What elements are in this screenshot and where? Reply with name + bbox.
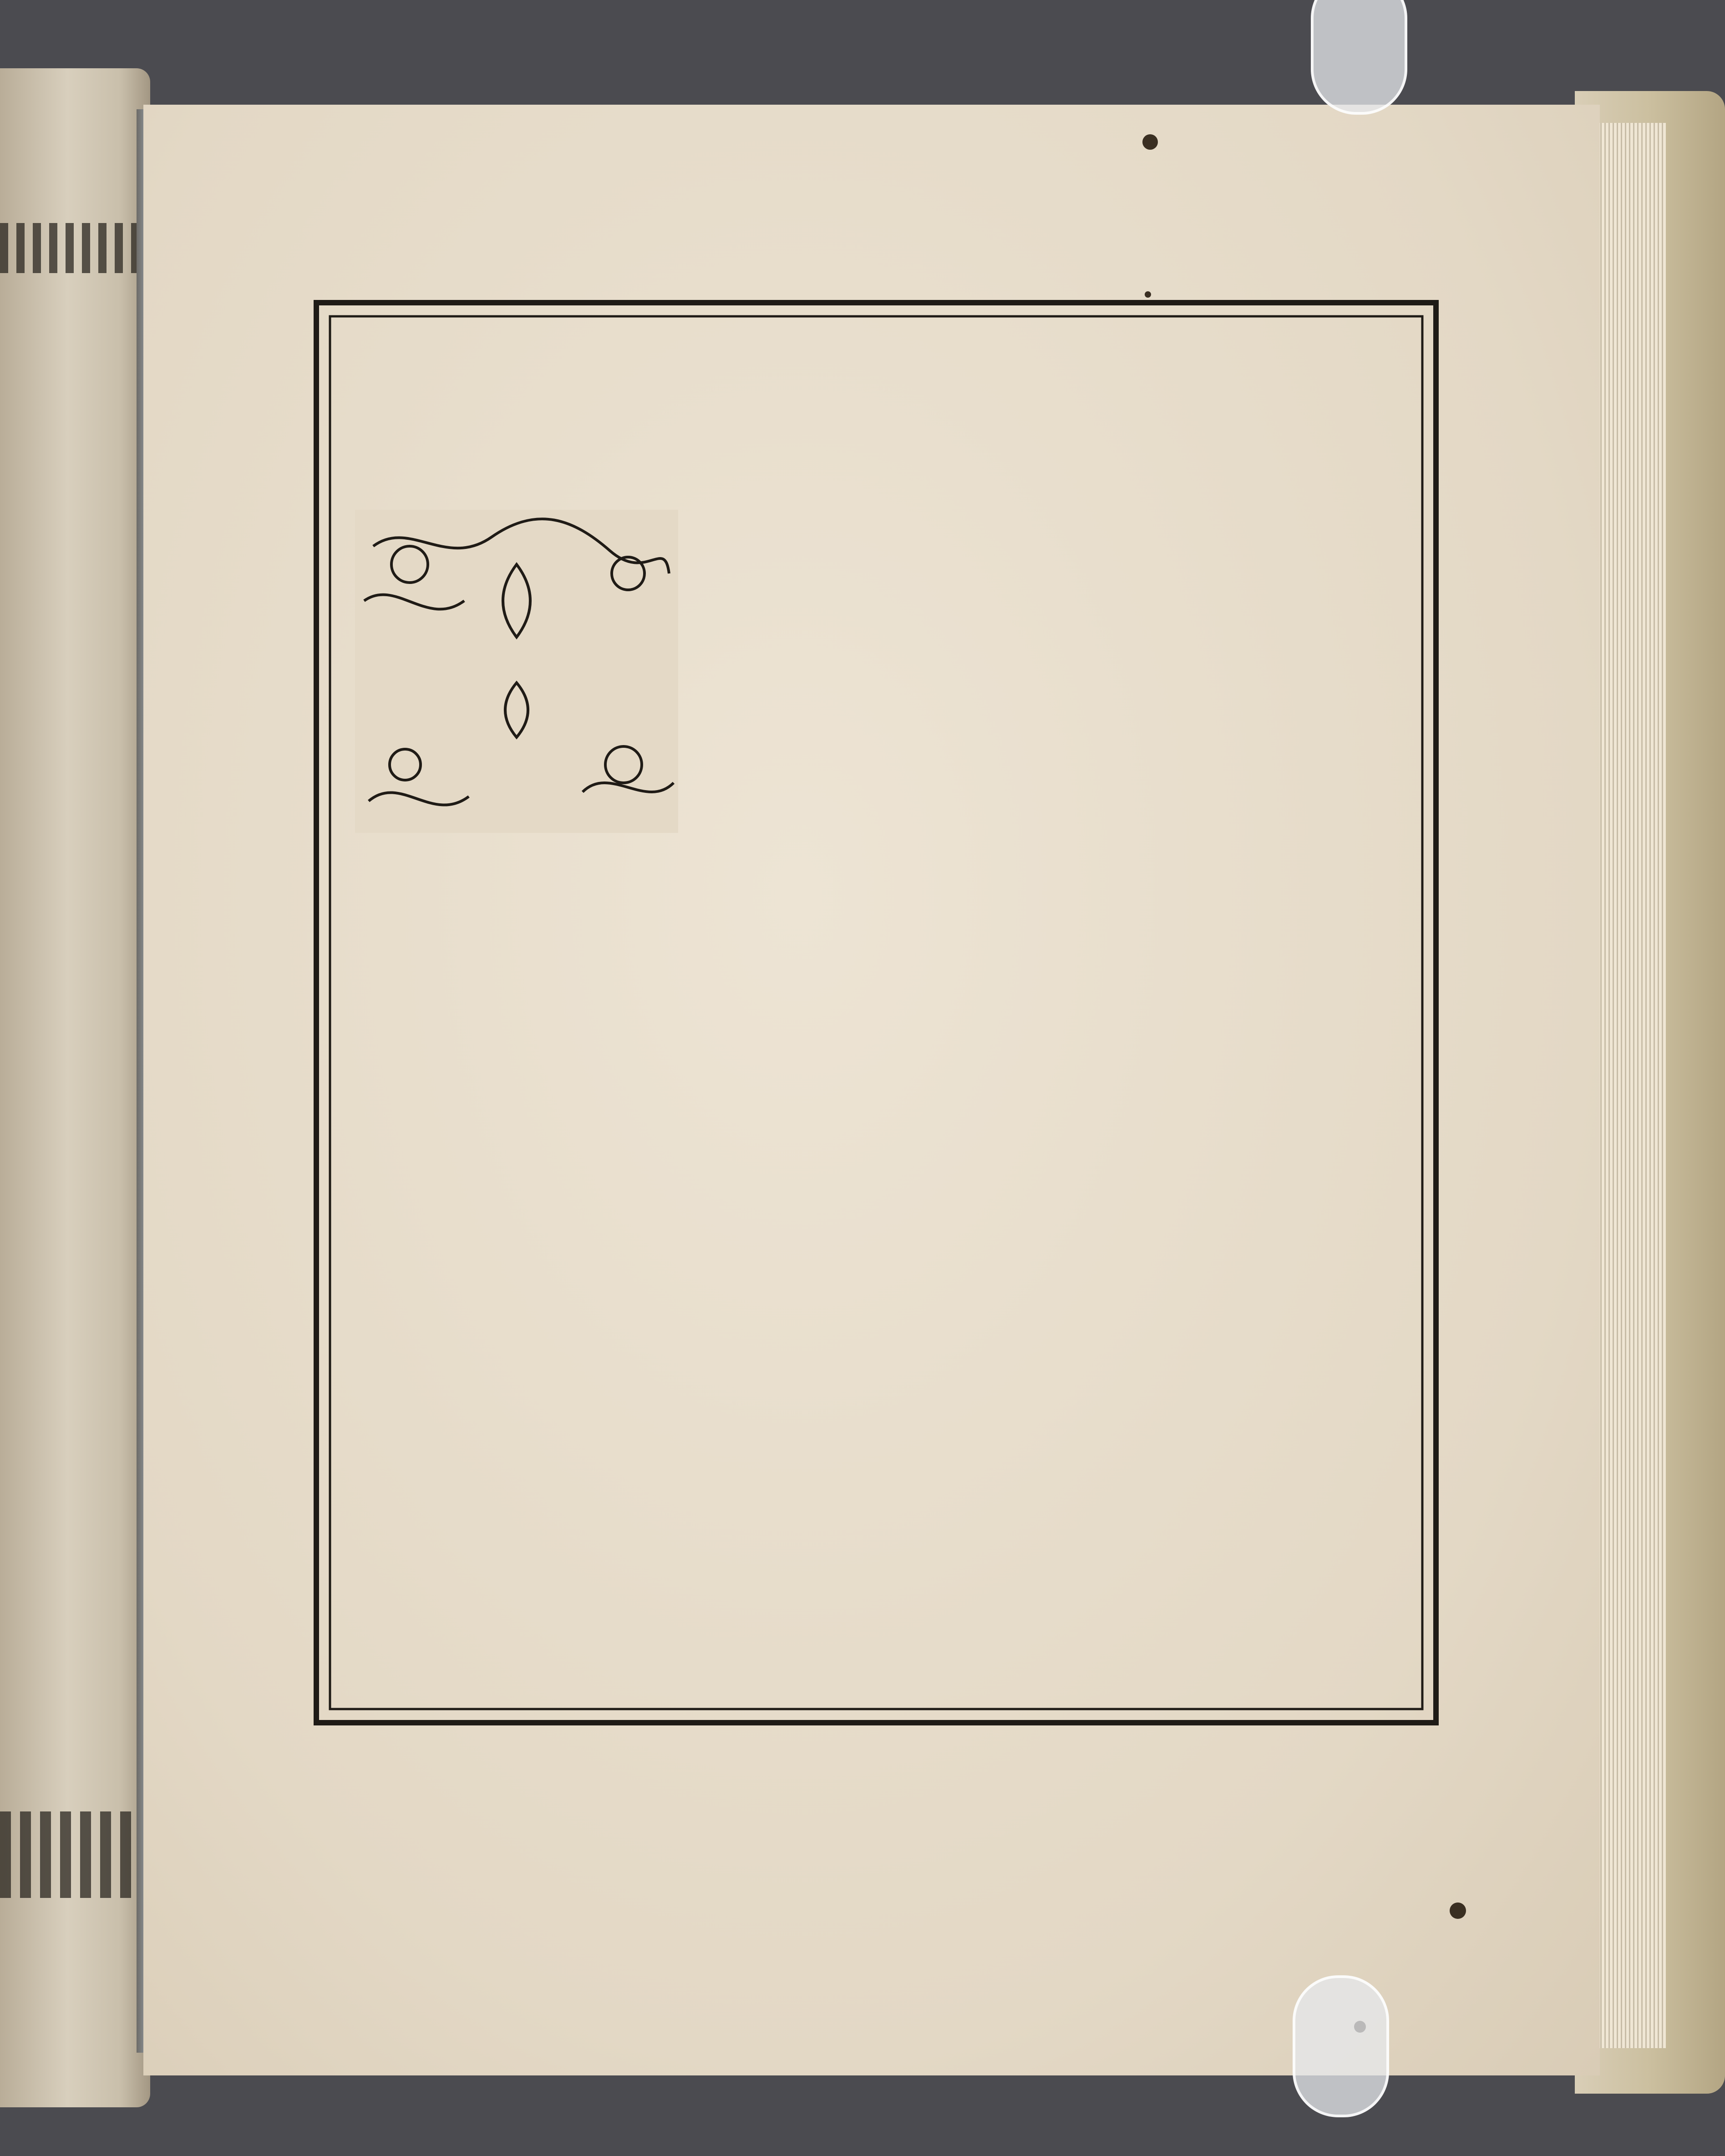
left-page-ornament-bottom xyxy=(0,1811,150,1898)
page-holder-clip-top xyxy=(1311,0,1407,115)
left-page-ornament-top xyxy=(0,223,150,273)
page-holder-clip-bottom xyxy=(1293,1975,1389,2117)
paper-speck xyxy=(1142,134,1158,150)
ornamental-border xyxy=(273,264,1470,1748)
paper-speck xyxy=(1450,1902,1466,1919)
decorated-initial-M xyxy=(355,510,678,833)
page-edges xyxy=(1598,123,1666,2048)
facing-page-left xyxy=(0,68,150,2107)
